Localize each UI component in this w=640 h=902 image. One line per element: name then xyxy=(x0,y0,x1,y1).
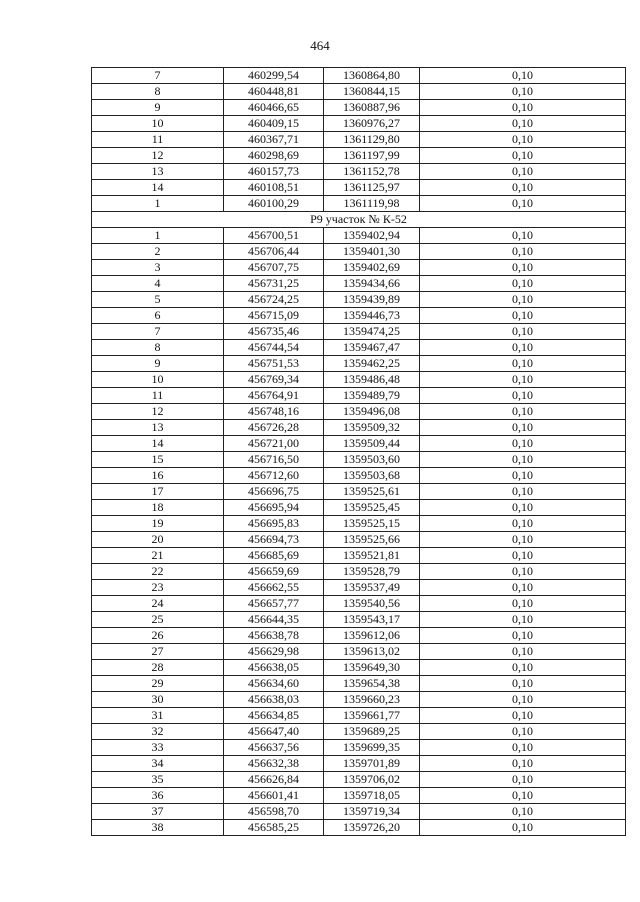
y-coordinate-cell: 1360887,96 xyxy=(324,100,420,116)
accuracy-cell: 0,10 xyxy=(420,500,626,516)
table-row xyxy=(92,452,626,468)
x-coordinate-cell: 456751,53 xyxy=(224,356,324,372)
y-coordinate-cell: 1361125,97 xyxy=(324,180,420,196)
y-coordinate-cell: 1359525,61 xyxy=(324,484,420,500)
point-number-cell: 7 xyxy=(92,324,224,340)
point-number-cell: 8 xyxy=(92,340,224,356)
table-row xyxy=(92,132,626,148)
accuracy-cell: 0,10 xyxy=(420,244,626,260)
x-coordinate-cell: 456748,16 xyxy=(224,404,324,420)
y-coordinate-cell: 1359525,15 xyxy=(324,516,420,532)
y-coordinate-cell: 1359726,20 xyxy=(324,820,420,836)
point-number-cell: 9 xyxy=(92,100,224,116)
y-coordinate-cell: 1359718,05 xyxy=(324,788,420,804)
point-number-cell: 25 xyxy=(92,612,224,628)
y-coordinate-cell: 1361197,99 xyxy=(324,148,420,164)
point-number-cell: 8 xyxy=(92,84,224,100)
point-number-cell: 31 xyxy=(92,708,224,724)
table-row xyxy=(92,820,626,836)
x-coordinate-cell: 460299,54 xyxy=(224,68,324,84)
y-coordinate-cell: 1361129,80 xyxy=(324,132,420,148)
accuracy-cell: 0,10 xyxy=(420,148,626,164)
accuracy-cell: 0,10 xyxy=(420,612,626,628)
accuracy-cell: 0,10 xyxy=(420,580,626,596)
table-row xyxy=(92,84,626,100)
x-coordinate-cell: 460409,15 xyxy=(224,116,324,132)
y-coordinate-cell: 1359528,79 xyxy=(324,564,420,580)
point-number-cell: 27 xyxy=(92,644,224,660)
table-row xyxy=(92,356,626,372)
x-coordinate-cell: 456634,85 xyxy=(224,708,324,724)
x-coordinate-cell: 456731,25 xyxy=(224,276,324,292)
point-number-cell: 36 xyxy=(92,788,224,804)
y-coordinate-cell: 1359525,45 xyxy=(324,500,420,516)
accuracy-cell: 0,10 xyxy=(420,132,626,148)
accuracy-cell: 0,10 xyxy=(420,436,626,452)
point-number-cell: 3 xyxy=(92,260,224,276)
point-number-cell: 26 xyxy=(92,628,224,644)
y-coordinate-cell: 1359701,89 xyxy=(324,756,420,772)
y-coordinate-cell: 1360864,80 xyxy=(324,68,420,84)
accuracy-cell: 0,10 xyxy=(420,372,626,388)
x-coordinate-cell: 456712,60 xyxy=(224,468,324,484)
table-row xyxy=(92,692,626,708)
y-coordinate-cell: 1359706,02 xyxy=(324,772,420,788)
table-row xyxy=(92,580,626,596)
table-row xyxy=(92,164,626,180)
y-coordinate-cell: 1359537,49 xyxy=(324,580,420,596)
x-coordinate-cell: 456659,69 xyxy=(224,564,324,580)
y-coordinate-cell: 1361119,98 xyxy=(324,196,420,212)
table-row xyxy=(92,436,626,452)
table-row xyxy=(92,708,626,724)
y-coordinate-cell: 1359613,02 xyxy=(324,644,420,660)
accuracy-cell: 0,10 xyxy=(420,180,626,196)
accuracy-cell: 0,10 xyxy=(420,516,626,532)
accuracy-cell: 0,10 xyxy=(420,388,626,404)
point-number-cell: 29 xyxy=(92,676,224,692)
x-coordinate-cell: 456662,55 xyxy=(224,580,324,596)
x-coordinate-cell: 456735,46 xyxy=(224,324,324,340)
x-coordinate-cell: 456644,35 xyxy=(224,612,324,628)
x-coordinate-cell: 456598,70 xyxy=(224,804,324,820)
x-coordinate-cell: 456657,77 xyxy=(224,596,324,612)
table-row xyxy=(92,644,626,660)
table-row xyxy=(92,740,626,756)
x-coordinate-cell: 460466,65 xyxy=(224,100,324,116)
point-number-cell: 11 xyxy=(92,388,224,404)
table-row xyxy=(92,180,626,196)
coordinates-table xyxy=(91,67,626,836)
table-row xyxy=(92,324,626,340)
x-coordinate-cell: 456585,25 xyxy=(224,820,324,836)
point-number-cell: 14 xyxy=(92,436,224,452)
table-row xyxy=(92,756,626,772)
x-coordinate-cell: 456695,94 xyxy=(224,500,324,516)
page-number: 464 xyxy=(310,38,330,53)
x-coordinate-cell: 456629,98 xyxy=(224,644,324,660)
table-row xyxy=(92,724,626,740)
accuracy-cell: 0,10 xyxy=(420,804,626,820)
table-row xyxy=(92,660,626,676)
point-number-cell: 13 xyxy=(92,420,224,436)
accuracy-cell: 0,10 xyxy=(420,772,626,788)
table-row xyxy=(92,548,626,564)
y-coordinate-cell: 1359525,66 xyxy=(324,532,420,548)
y-coordinate-cell: 1361152,78 xyxy=(324,164,420,180)
accuracy-cell: 0,10 xyxy=(420,724,626,740)
accuracy-cell: 0,10 xyxy=(420,164,626,180)
point-number-cell: 1 xyxy=(92,228,224,244)
point-number-cell: 12 xyxy=(92,148,224,164)
accuracy-cell: 0,10 xyxy=(420,420,626,436)
table-row xyxy=(92,308,626,324)
coordinates-table-body xyxy=(92,68,626,836)
table-row xyxy=(92,404,626,420)
y-coordinate-cell: 1359543,17 xyxy=(324,612,420,628)
x-coordinate-cell: 456706,44 xyxy=(224,244,324,260)
table-row xyxy=(92,148,626,164)
table-row xyxy=(92,292,626,308)
point-number-cell: 14 xyxy=(92,180,224,196)
table-row xyxy=(92,388,626,404)
point-number-cell: 22 xyxy=(92,564,224,580)
y-coordinate-cell: 1359503,60 xyxy=(324,452,420,468)
y-coordinate-cell: 1359660,23 xyxy=(324,692,420,708)
x-coordinate-cell: 456638,03 xyxy=(224,692,324,708)
x-coordinate-cell: 456700,51 xyxy=(224,228,324,244)
table-row xyxy=(92,596,626,612)
y-coordinate-cell: 1359402,94 xyxy=(324,228,420,244)
y-coordinate-cell: 1359439,89 xyxy=(324,292,420,308)
x-coordinate-cell: 456685,69 xyxy=(224,548,324,564)
accuracy-cell: 0,10 xyxy=(420,740,626,756)
accuracy-cell: 0,10 xyxy=(420,116,626,132)
y-coordinate-cell: 1359719,34 xyxy=(324,804,420,820)
table-row xyxy=(92,676,626,692)
y-coordinate-cell: 1359649,30 xyxy=(324,660,420,676)
y-coordinate-cell: 1359654,38 xyxy=(324,676,420,692)
accuracy-cell: 0,10 xyxy=(420,628,626,644)
y-coordinate-cell: 1359446,73 xyxy=(324,308,420,324)
y-coordinate-cell: 1359401,30 xyxy=(324,244,420,260)
point-number-cell: 37 xyxy=(92,804,224,820)
accuracy-cell: 0,10 xyxy=(420,532,626,548)
x-coordinate-cell: 456764,91 xyxy=(224,388,324,404)
accuracy-cell: 0,10 xyxy=(420,292,626,308)
table-row xyxy=(92,612,626,628)
accuracy-cell: 0,10 xyxy=(420,644,626,660)
y-coordinate-cell: 1359467,47 xyxy=(324,340,420,356)
x-coordinate-cell: 456695,83 xyxy=(224,516,324,532)
y-coordinate-cell: 1359699,35 xyxy=(324,740,420,756)
y-coordinate-cell: 1359489,79 xyxy=(324,388,420,404)
accuracy-cell: 0,10 xyxy=(420,84,626,100)
point-number-cell: 15 xyxy=(92,452,224,468)
point-number-cell: 10 xyxy=(92,372,224,388)
table-row xyxy=(92,628,626,644)
table-row xyxy=(92,804,626,820)
accuracy-cell: 0,10 xyxy=(420,68,626,84)
point-number-cell: 20 xyxy=(92,532,224,548)
x-coordinate-cell: 460298,69 xyxy=(224,148,324,164)
x-coordinate-cell: 460367,71 xyxy=(224,132,324,148)
accuracy-cell: 0,10 xyxy=(420,708,626,724)
point-number-cell: 38 xyxy=(92,820,224,836)
x-coordinate-cell: 456638,78 xyxy=(224,628,324,644)
accuracy-cell: 0,10 xyxy=(420,276,626,292)
point-number-cell: 34 xyxy=(92,756,224,772)
table-row xyxy=(92,500,626,516)
y-coordinate-cell: 1359509,44 xyxy=(324,436,420,452)
table-row xyxy=(92,484,626,500)
y-coordinate-cell: 1359462,25 xyxy=(324,356,420,372)
y-coordinate-cell: 1359474,25 xyxy=(324,324,420,340)
y-coordinate-cell: 1359689,25 xyxy=(324,724,420,740)
accuracy-cell: 0,10 xyxy=(420,100,626,116)
accuracy-cell: 0,10 xyxy=(420,452,626,468)
y-coordinate-cell: 1359434,66 xyxy=(324,276,420,292)
point-number-cell: 2 xyxy=(92,244,224,260)
x-coordinate-cell: 456715,09 xyxy=(224,308,324,324)
point-number-cell: 12 xyxy=(92,404,224,420)
point-number-cell: 7 xyxy=(92,68,224,84)
accuracy-cell: 0,10 xyxy=(420,660,626,676)
y-coordinate-cell: 1359509,32 xyxy=(324,420,420,436)
point-number-cell: 9 xyxy=(92,356,224,372)
point-number-cell: 21 xyxy=(92,548,224,564)
point-number-cell: 28 xyxy=(92,660,224,676)
x-coordinate-cell: 456638,05 xyxy=(224,660,324,676)
point-number-cell: 35 xyxy=(92,772,224,788)
y-coordinate-cell: 1359402,69 xyxy=(324,260,420,276)
table-row xyxy=(92,340,626,356)
table-row xyxy=(92,68,626,84)
accuracy-cell: 0,10 xyxy=(420,820,626,836)
accuracy-cell: 0,10 xyxy=(420,484,626,500)
point-number-cell: 10 xyxy=(92,116,224,132)
y-coordinate-cell: 1359496,08 xyxy=(324,404,420,420)
table-row xyxy=(92,372,626,388)
x-coordinate-cell: 456707,75 xyxy=(224,260,324,276)
accuracy-cell: 0,10 xyxy=(420,228,626,244)
accuracy-cell: 0,10 xyxy=(420,196,626,212)
accuracy-cell: 0,10 xyxy=(420,404,626,420)
section-title: Р9 участок № К-52 xyxy=(92,212,626,228)
accuracy-cell: 0,10 xyxy=(420,756,626,772)
table-row xyxy=(92,420,626,436)
x-coordinate-cell: 460100,29 xyxy=(224,196,324,212)
accuracy-cell: 0,10 xyxy=(420,340,626,356)
x-coordinate-cell: 456726,28 xyxy=(224,420,324,436)
point-number-cell: 6 xyxy=(92,308,224,324)
x-coordinate-cell: 456696,75 xyxy=(224,484,324,500)
y-coordinate-cell: 1360976,27 xyxy=(324,116,420,132)
point-number-cell: 1 xyxy=(92,196,224,212)
accuracy-cell: 0,10 xyxy=(420,308,626,324)
x-coordinate-cell: 456744,54 xyxy=(224,340,324,356)
accuracy-cell: 0,10 xyxy=(420,356,626,372)
accuracy-cell: 0,10 xyxy=(420,468,626,484)
accuracy-cell: 0,10 xyxy=(420,260,626,276)
point-number-cell: 24 xyxy=(92,596,224,612)
x-coordinate-cell: 456637,56 xyxy=(224,740,324,756)
x-coordinate-cell: 456626,84 xyxy=(224,772,324,788)
point-number-cell: 30 xyxy=(92,692,224,708)
accuracy-cell: 0,10 xyxy=(420,324,626,340)
x-coordinate-cell: 456721,00 xyxy=(224,436,324,452)
x-coordinate-cell: 456724,25 xyxy=(224,292,324,308)
table-row xyxy=(92,276,626,292)
x-coordinate-cell: 460108,51 xyxy=(224,180,324,196)
x-coordinate-cell: 456716,50 xyxy=(224,452,324,468)
y-coordinate-cell: 1360844,15 xyxy=(324,84,420,100)
point-number-cell: 33 xyxy=(92,740,224,756)
y-coordinate-cell: 1359661,77 xyxy=(324,708,420,724)
point-number-cell: 23 xyxy=(92,580,224,596)
accuracy-cell: 0,10 xyxy=(420,676,626,692)
x-coordinate-cell: 456694,73 xyxy=(224,532,324,548)
table-row xyxy=(92,116,626,132)
x-coordinate-cell: 456647,40 xyxy=(224,724,324,740)
y-coordinate-cell: 1359503,68 xyxy=(324,468,420,484)
point-number-cell: 32 xyxy=(92,724,224,740)
y-coordinate-cell: 1359486,48 xyxy=(324,372,420,388)
accuracy-cell: 0,10 xyxy=(420,596,626,612)
table-row xyxy=(92,772,626,788)
x-coordinate-cell: 456632,38 xyxy=(224,756,324,772)
y-coordinate-cell: 1359540,56 xyxy=(324,596,420,612)
table-row xyxy=(92,532,626,548)
point-number-cell: 18 xyxy=(92,500,224,516)
x-coordinate-cell: 460448,81 xyxy=(224,84,324,100)
y-coordinate-cell: 1359612,06 xyxy=(324,628,420,644)
point-number-cell: 17 xyxy=(92,484,224,500)
x-coordinate-cell: 460157,73 xyxy=(224,164,324,180)
point-number-cell: 5 xyxy=(92,292,224,308)
point-number-cell: 16 xyxy=(92,468,224,484)
table-row xyxy=(92,788,626,804)
accuracy-cell: 0,10 xyxy=(420,692,626,708)
accuracy-cell: 0,10 xyxy=(420,564,626,580)
section-header-row xyxy=(92,212,626,228)
point-number-cell: 13 xyxy=(92,164,224,180)
table-row xyxy=(92,228,626,244)
x-coordinate-cell: 456601,41 xyxy=(224,788,324,804)
point-number-cell: 4 xyxy=(92,276,224,292)
x-coordinate-cell: 456634,60 xyxy=(224,676,324,692)
table-row xyxy=(92,516,626,532)
x-coordinate-cell: 456769,34 xyxy=(224,372,324,388)
y-coordinate-cell: 1359521,81 xyxy=(324,548,420,564)
table-row xyxy=(92,564,626,580)
table-row xyxy=(92,260,626,276)
table-row xyxy=(92,100,626,116)
table-row xyxy=(92,244,626,260)
table-row xyxy=(92,468,626,484)
accuracy-cell: 0,10 xyxy=(420,788,626,804)
point-number-cell: 19 xyxy=(92,516,224,532)
point-number-cell: 11 xyxy=(92,132,224,148)
table-row xyxy=(92,196,626,212)
accuracy-cell: 0,10 xyxy=(420,548,626,564)
